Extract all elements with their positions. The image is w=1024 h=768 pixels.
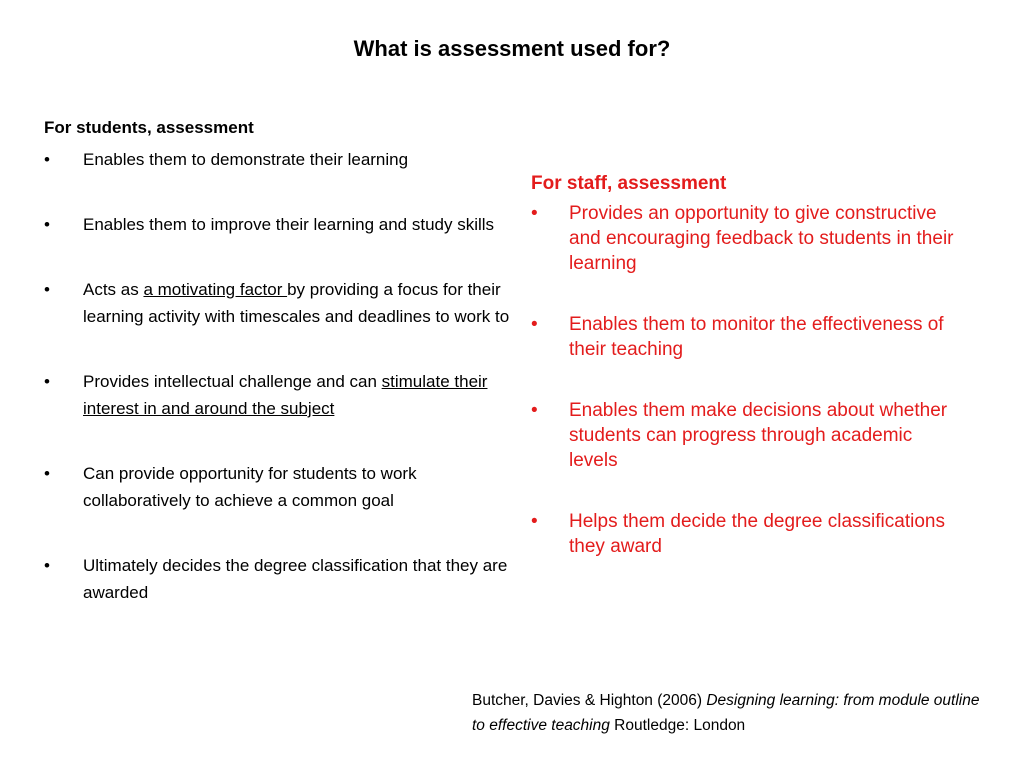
list-item [531, 398, 961, 473]
list-item-text: Enables them to demonstrate their learning [83, 150, 409, 169]
bullet-icon: • [44, 280, 50, 299]
staff-heading: For staff, assessment [531, 173, 727, 194]
bullet-icon: • [531, 203, 538, 224]
bullet-icon: • [44, 372, 50, 391]
list-item-text: Provides an opportunity to give constructive and encouraging feedback to students in their learning [569, 203, 954, 274]
list-item-underlined-text: stimulate their interest in and around the subject [83, 372, 488, 418]
bullet-icon: • [44, 150, 50, 169]
list-item [531, 201, 961, 276]
list-item-text: Enables them make decisions about whether students can progress through academic levels [569, 400, 948, 471]
staff-bullet-list [531, 201, 961, 559]
slide-title: What is assessment used for? [353, 36, 671, 61]
citation-book-title: Designing learning: from module outline to effective teaching [472, 692, 980, 734]
bullet-icon: • [44, 464, 50, 483]
students-bullet-list [44, 146, 514, 606]
list-item-text-end: by providing a focus for their learning activity with timescales and deadlines to work to [83, 280, 510, 326]
bullet-icon: • [531, 314, 538, 335]
citation-authors: Butcher, Davies & Highton (2006) [472, 692, 707, 709]
students-section [44, 118, 514, 606]
bullet-icon: • [44, 215, 50, 234]
list-item-text: Enables them to improve their learning and study skills [83, 215, 495, 234]
list-item-underlined-text: a motivating factor [143, 280, 288, 299]
list-item-text: Helps them decide the degree classifications they award [569, 511, 945, 557]
list-item-text-start: Provides intellectual challenge and can [83, 372, 382, 391]
citation [472, 688, 992, 738]
bullet-icon: • [44, 556, 50, 575]
list-item [44, 552, 514, 606]
list-item-text-start: Acts as [83, 280, 144, 299]
list-item [531, 312, 961, 362]
students-heading: For students, assessment [44, 118, 254, 137]
list-item [44, 211, 514, 238]
bullet-icon: • [531, 511, 538, 532]
citation-publisher: Routledge: London [609, 717, 746, 734]
bullet-icon: • [531, 400, 538, 421]
list-item [44, 276, 514, 330]
staff-section [531, 173, 961, 559]
list-item-text: Ultimately decides the degree classification that they are awarded [83, 556, 508, 602]
list-item [44, 368, 514, 422]
list-item-text: Enables them to monitor the effectiveness of their teaching [569, 314, 944, 360]
list-item [44, 460, 514, 514]
list-item [531, 509, 961, 559]
list-item-text: Can provide opportunity for students to work collaboratively to achieve a common goal [83, 464, 417, 510]
list-item [44, 146, 514, 173]
